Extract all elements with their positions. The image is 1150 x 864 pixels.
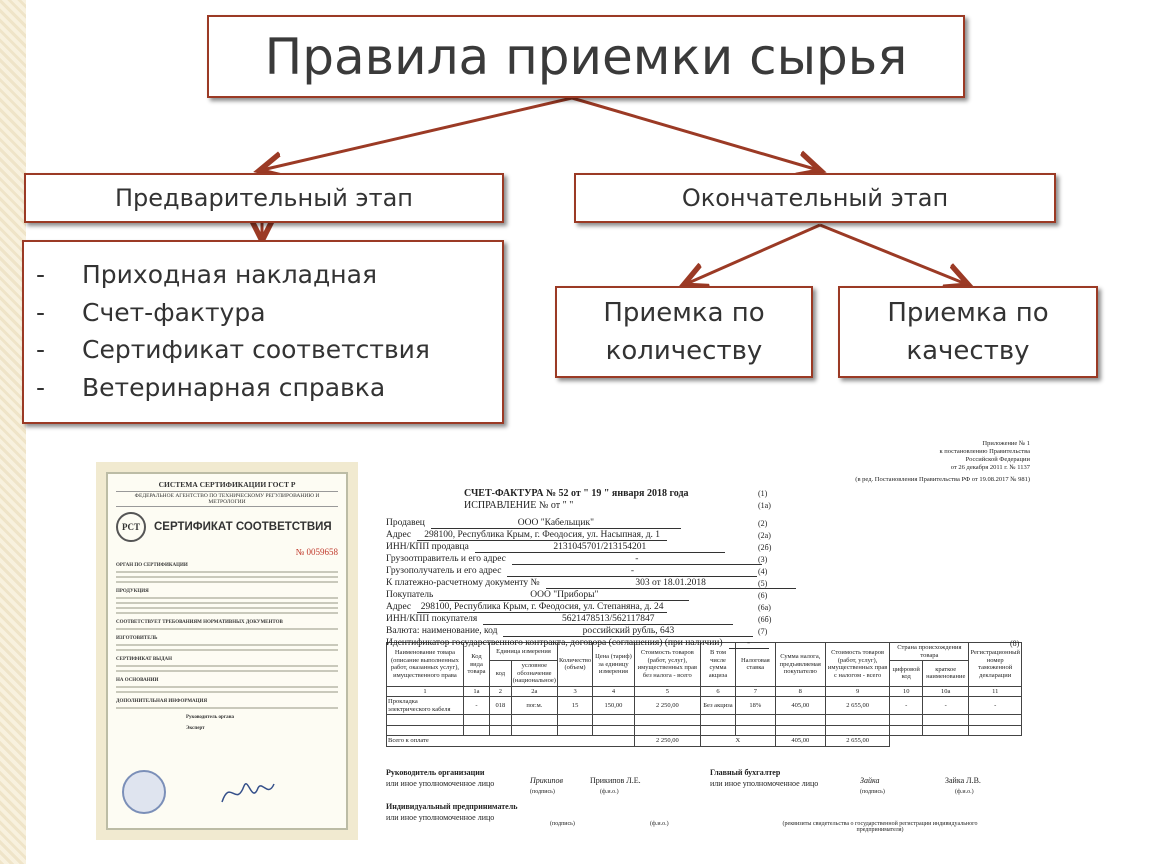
cert-label: НА ОСНОВАНИИ xyxy=(116,678,159,683)
footer-text: (подпись) xyxy=(530,789,555,795)
footer-text: Индивидуальный предприниматель xyxy=(386,802,518,811)
footer-text: (ф.и.о.) xyxy=(955,789,974,795)
footer-text: Руководитель организации xyxy=(386,768,485,777)
footer-text: или иное уполномоченное лицо xyxy=(386,813,495,822)
invoice-field-number: (7) xyxy=(758,627,768,636)
cert-label: ПРОДУКЦИЯ xyxy=(116,589,149,594)
footer-text: (ф.и.о.) xyxy=(600,789,619,795)
invoice-field-number: (6) xyxy=(758,591,768,600)
seal-icon xyxy=(122,770,166,814)
footer-text: (подпись) xyxy=(550,821,575,827)
document-item: - Приходная накладная xyxy=(36,260,377,289)
final-stage-box: Окончательный этап xyxy=(574,173,1056,223)
invoice-field: К платежно-расчетному документу № 303 от 18.01.2018 xyxy=(386,578,796,589)
invoice-field: Идентификатор государственного контракта, договора (соглашения) (при наличии) - xyxy=(386,638,769,649)
invoice-field: Продавец ООО "Кабельщик" xyxy=(386,518,681,529)
footer-text: (ф.и.о.) xyxy=(650,821,669,827)
cert-label: СЕРТИФИКАТ ВЫДАН xyxy=(116,657,173,662)
invoice-image: Приложение № 1 к постановлению Правительства Российской Федерации от 26 декабря 2011 г. № 1137 (в ред. Постановления Правительства РФ от 19.08.2017 № 981) СЧЕТ-ФАКТУРА № 52 от " 19 " января 2018 года (1) ИСПРАВЛЕНИЕ № от " " (1а) Наименование товара (описание выполненных работ, оказанных услуг), имущественного права Код вида товара Единица измерения Количество (объем) Цена (тариф) за единицу измерения Стоимость товаров (работ, услуг), имущественных прав без налога - всего В том числе сумма акциза Налоговая ставка Сумма налога, предъявляемая покупателю Стоимость товаров (работ, услуг), имущественных прав с налогом - всего Страна происхождения товара Регистрационный номер таможенной декларации код условное обозначение (национальное) цифровой код краткое наименование 1 1а 2 2а 3 4 5 6 7 8 9 10 10а 11 Прокладка электрического кабеля - 018 пог.м. 15 150,00 2 250,00 Без акциза 18% 405,00 2 655,00 - - - Всего к оплате 2 250,00 Х 405,00 2 655,00 Руководитель организации или иное уполномоченное лицо Прикипов Прикипов Л.Е. (подпись) (ф.и.о.) Главный бухгалтер или иное уполномоченное лицо Зайка Зайка Л.В. (подпись) (ф.и.о.) Индивидуальный предприниматель или иное уполномоченное лицо (подпись) (ф.и.о.) (реквизиты свидетельства о государственной регистрации индивидуального предпринимателя) Продавец ООО "Кабельщик" (2) Адрес 298100, Республика Крым, г. Феодосия, ул. Насыпная, д. 1 (2а) ИНН/КПП продавца 2131045701/213154201 (2б) Грузоотправитель и его адрес - (3) Грузополучатель и его адрес - (4) К платежно-расчетному документу № 303 от 18.01.2018 (5) Покупатель ООО "Приборы" (6) Адрес 298100, Республика Крым, г. Феодосия, ул. Степаняна, д. 24 (6а) ИНН/КПП покупателя 5621478513/562117847 (6б) Валюта: наименование, код российский рубль, 643 (7) Идентификатор государственного контракта, договора (соглашения) (при наличии) - (8) xyxy=(386,440,1030,833)
signature-icon xyxy=(218,774,278,810)
footer-text: (подпись) xyxy=(860,789,885,795)
invoice-appendix: Российской Федерации xyxy=(965,456,1030,463)
cert-label: ОРГАН ПО СЕРТИФИКАЦИИ xyxy=(116,563,188,568)
invoice-field-number: (8) xyxy=(1010,639,1020,648)
invoice-field: Грузоотправитель и его адрес - xyxy=(386,554,762,565)
invoice-appendix: от 26 декабря 2011 г. № 1137 xyxy=(950,464,1030,471)
cert-number: № 0059658 xyxy=(295,547,338,557)
invoice-field-number: (5) xyxy=(758,579,768,588)
cert-logo-icon: РСТ xyxy=(116,512,146,542)
arrow-to-preliminary xyxy=(262,98,572,170)
quality-acceptance-box: Приемка по качеству xyxy=(838,286,1098,378)
invoice-title: СЧЕТ-ФАКТУРА № 52 от " 19 " января 2018 года xyxy=(464,488,689,499)
invoice-field-number: (6б) xyxy=(758,615,772,624)
arrow-to-quantity xyxy=(686,225,820,284)
invoice-field-number: (2) xyxy=(758,519,768,528)
cert-agency: ФЕДЕРАЛЬНОЕ АГЕНТСТВО ПО ТЕХНИЧЕСКОМУ РЕГУЛИРОВАНИЮ И МЕТРОЛОГИИ xyxy=(116,491,338,507)
cert-label: ДОПОЛНИТЕЛЬНАЯ ИНФОРМАЦИЯ xyxy=(116,699,208,704)
document-item: - Счет-фактура xyxy=(36,297,266,327)
invoice-field: Грузополучатель и его адрес - xyxy=(386,566,757,577)
invoice-field-number: (6а) xyxy=(758,603,771,612)
footer-text: (реквизиты свидетельства о государственной регистрации индивидуального предпринимателя) xyxy=(782,821,978,833)
footer-text: Прикипов Л.Е. xyxy=(590,776,641,785)
invoice-field: ИНН/КПП покупателя 5621478513/562117847 xyxy=(386,614,733,625)
arrow-to-quality xyxy=(820,225,966,284)
footer-text: или иное уполномоченное лицо xyxy=(710,779,819,788)
table-row: Прокладка электрического кабеля - 018 пог.м. 15 150,00 2 250,00 Без акциза 18% 405,00 2 655,00 - - - xyxy=(387,697,1022,715)
invoice-field: Валюта: наименование, код российский рубль, 643 xyxy=(386,626,753,637)
footer-text: Зайка xyxy=(860,776,880,785)
documents-list-box xyxy=(22,240,504,424)
invoice-correction: ИСПРАВЛЕНИЕ № от " " xyxy=(464,500,574,511)
invoice-field-number: (3) xyxy=(758,555,768,564)
invoice-field: Покупатель ООО "Приборы" xyxy=(386,590,689,601)
page-title: Правила приемки сырья xyxy=(207,15,965,98)
document-item: - Сертификат соответствия xyxy=(36,335,430,364)
footer-text: Главный бухгалтер xyxy=(710,768,781,777)
footer-text: Прикипов xyxy=(530,776,563,785)
invoice-field: Адрес 298100, Республика Крым, г. Феодосия, ул. Степаняна, д. 24 xyxy=(386,602,667,613)
certificate-image xyxy=(96,462,358,840)
total-row: Всего к оплате 2 250,00 Х 405,00 2 655,00 xyxy=(387,736,1022,747)
invoice-field-number: (4) xyxy=(758,567,768,576)
invoice-field-number: (2б) xyxy=(758,543,772,552)
preliminary-stage-box: Предварительный этап xyxy=(24,173,504,223)
cert-label: Руководитель органа xyxy=(186,715,234,720)
invoice-table: Наименование товара (описание выполненных работ, оказанных услуг), имущественного права Код вида товара Единица измерения Количество (объем) Цена (тариф) за единицу измерения Стоимость товаров (работ, услуг), имущественных прав без налога - всего В том числе сумма акциза Налоговая ставка Сумма налога, предъявляемая покупателю Стоимость товаров (работ, услуг), имущественных прав с налогом - всего Страна происхождения товара Регистрационный номер таможенной декларации код условное обозначение (национальное) цифровой код краткое наименование 1 1а 2 2а 3 4 5 6 7 8 9 10 10а 11 Прокладка электрического кабеля - 018 пог.м. 15 150,00 2 250,00 Без акциза 18% 405,00 2 655,00 - - - Всего к оплате 2 250,00 Х 405,00 2 655,00 xyxy=(388,644,1020,744)
cert-label: ИЗГОТОВИТЕЛЬ xyxy=(116,636,158,641)
invoice-field-number: (2а) xyxy=(758,531,771,540)
cert-title: СЕРТИФИКАТ СООТВЕТСТВИЯ xyxy=(154,521,332,533)
cert-label: СООТВЕТСТВУЕТ ТРЕБОВАНИЯМ НОРМАТИВНЫХ ДОКУМЕНТОВ xyxy=(116,620,283,625)
invoice-field: Адрес 298100, Республика Крым, г. Феодосия, ул. Насыпная, д. 1 xyxy=(386,530,667,541)
cert-label: Эксперт xyxy=(186,726,205,731)
cert-system: СИСТЕМА СЕРТИФИКАЦИИ ГОСТ Р xyxy=(158,480,296,489)
document-item: - Ветеринарная справка xyxy=(36,372,386,402)
invoice-appendix: к постановлению Правительства xyxy=(939,448,1030,455)
quantity-acceptance-box: Приемка по количеству xyxy=(555,286,813,378)
invoice-field: ИНН/КПП продавца 2131045701/213154201 xyxy=(386,542,725,553)
invoice-appendix: (в ред. Постановления Правительства РФ от 19.08.2017 № 981) xyxy=(855,476,1030,483)
invoice-appendix: Приложение № 1 xyxy=(982,440,1030,447)
footer-text: Зайка Л.В. xyxy=(945,776,981,785)
footer-text: или иное уполномоченное лицо xyxy=(386,779,495,788)
arrow-to-final xyxy=(572,98,818,170)
